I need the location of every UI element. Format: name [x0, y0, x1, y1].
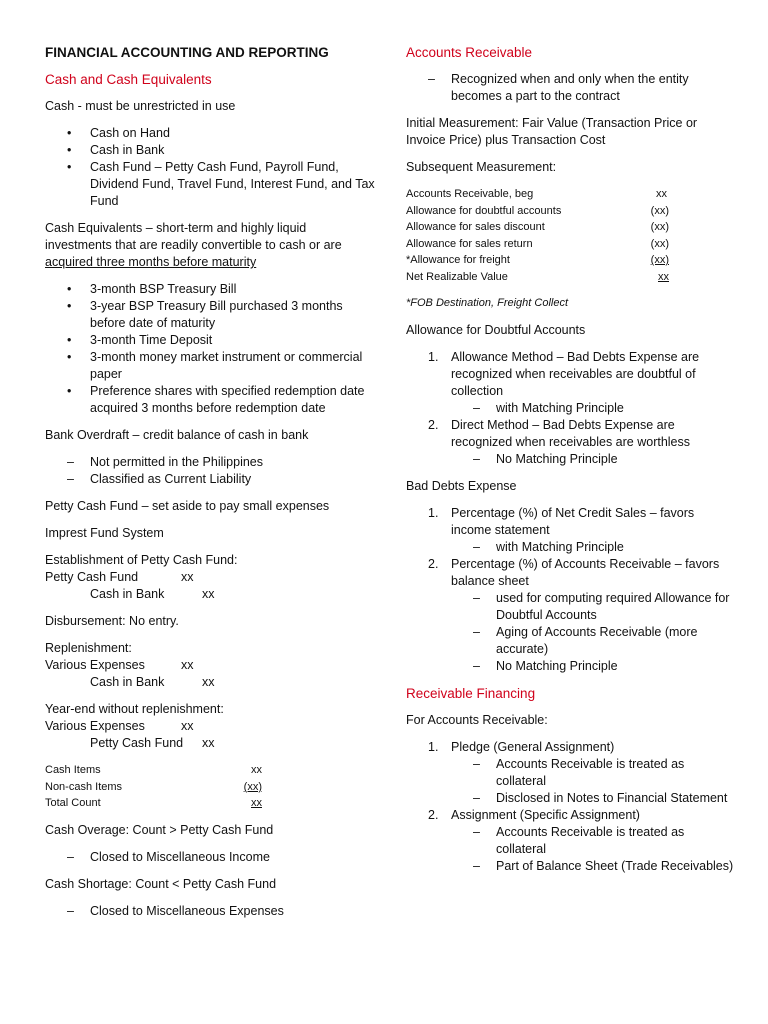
table-row [406, 186, 669, 203]
afda-list [406, 349, 736, 468]
item-text: Percentage (%) of Accounts Receivable – favors balance sheet [451, 557, 720, 588]
entry-debit-amount: xx [181, 570, 194, 584]
row-label: Accounts Receivable, beg [406, 188, 534, 200]
sub-list [451, 451, 736, 468]
entry-credit: Cash in Bank [90, 587, 165, 601]
entry-credit: Petty Cash Fund [90, 736, 184, 750]
sub-list [451, 539, 736, 556]
sub-list [451, 590, 736, 675]
entry-credit-amount: xx [202, 587, 215, 601]
overage-list [45, 849, 375, 866]
table-row [45, 795, 262, 812]
entry-debit: Various Expenses [45, 658, 145, 672]
row-label: Net Realizable Value [406, 270, 508, 283]
list-item: • 3-month money market instrument or commercial paper [45, 349, 375, 383]
item-text: Allowance Method – Bad Debts Expense are recognized when receivables are doubtful of collection [451, 350, 700, 398]
row-label: Allowance for sales return [406, 237, 533, 250]
yearend-entry [45, 701, 375, 752]
sub-item: – Accounts Receivable is treated as collateral [451, 756, 736, 790]
cash-overage: Cash Overage: Count > Petty Cash Fund [45, 822, 274, 837]
document-title: FINANCIAL ACCOUNTING AND REPORTING [45, 45, 329, 60]
disbursement-note: Disbursement: No entry. [45, 614, 179, 628]
fob-note: *FOB Destination, Freight Collect [406, 297, 569, 309]
ar-recognition-list [406, 71, 736, 105]
item-text: Direct Method – Bad Debts Expense are recognized when receivables are worthless [451, 418, 691, 449]
table-row [406, 252, 669, 269]
entry-label: Replenishment: [45, 641, 132, 655]
list-item [406, 349, 736, 417]
right-column [406, 44, 736, 885]
imprest-fund-label: Imprest Fund System [45, 526, 164, 540]
initial-measurement: Initial Measurement: Fair Value (Transaction Price or Invoice Price) plus Transaction Cost [406, 116, 698, 147]
item-number: 2. [428, 418, 439, 432]
sub-item: – Aging of Accounts Receivable (more accurate) [451, 624, 736, 658]
accounts-receivable-heading: Accounts Receivable [406, 45, 533, 60]
sub-list [451, 400, 736, 417]
row-value: xx [656, 188, 667, 200]
rf-intro: For Accounts Receivable: [406, 713, 548, 727]
item-number: 1. [428, 506, 439, 520]
receivable-financing-heading: Receivable Financing [406, 686, 536, 701]
entry-credit-row [45, 586, 375, 603]
cash-list [45, 125, 375, 210]
measurement-table [406, 186, 669, 285]
entry-debit-row [45, 657, 375, 674]
cash-equivalents-list [45, 281, 375, 417]
table-row [406, 203, 669, 220]
table-row [406, 219, 669, 236]
row-value: (xx) [650, 237, 669, 250]
shortage-list [45, 903, 375, 920]
item-text: Pledge (General Assignment) [451, 740, 615, 754]
table-row [406, 269, 669, 286]
row-label: Allowance for doubtful accounts [406, 204, 562, 217]
entry-debit-amount: xx [181, 658, 194, 672]
entry-credit-amount: xx [202, 736, 215, 750]
list-item: • Cash on Hand [45, 125, 375, 142]
cash-equivalents-definition [45, 220, 375, 271]
table-row [45, 779, 262, 796]
list-item [406, 739, 736, 807]
entry-label: Year-end without replenishment: [45, 702, 224, 716]
subsequent-measurement: Subsequent Measurement: [406, 160, 557, 174]
sub-item: – Disclosed in Notes to Financial Statement [451, 790, 736, 807]
bank-overdraft-list [45, 454, 375, 488]
ce-def-text: Cash Equivalents – short-term and highly liquid investments that are readily convertible to cash or are [45, 221, 342, 252]
cash-heading: Cash and Cash Equivalents [45, 72, 212, 87]
afda-heading: Allowance for Doubtful Accounts [406, 323, 586, 337]
list-item: • Preference shares with specified redemption date acquired 3 months before redemption date [45, 383, 375, 417]
establishment-entry [45, 552, 375, 603]
row-value: (xx) [650, 204, 669, 217]
list-item: • Cash Fund – Petty Cash Fund, Payroll Fund, Dividend Fund, Travel Fund, Interest Fund, and Tax Fund [45, 159, 375, 210]
entry-debit-row [45, 718, 375, 735]
item-number: 2. [428, 808, 439, 822]
row-value: xx [251, 797, 262, 809]
ce-def-underlined: acquired three months before maturity [45, 255, 257, 269]
sub-item: – used for computing required Allowance for Doubtful Accounts [451, 590, 736, 624]
entry-credit-row [45, 735, 375, 752]
entry-debit: Various Expenses [45, 719, 145, 733]
item-number: 2. [428, 557, 439, 571]
bad-debts-heading: Bad Debts Expense [406, 479, 517, 493]
sub-item: – with Matching Principle [451, 400, 736, 417]
list-item: • 3-year BSP Treasury Bill purchased 3 months before date of maturity [45, 298, 375, 332]
row-label: Total Count [45, 797, 101, 809]
list-item: • 3-month BSP Treasury Bill [45, 281, 375, 298]
row-value: xx [251, 764, 262, 776]
sub-item: – Accounts Receivable is treated as collateral [451, 824, 736, 858]
row-label: Cash Items [45, 764, 101, 776]
row-value: (xx) [650, 254, 669, 266]
table-row [406, 236, 669, 253]
item-number: 1. [428, 350, 439, 364]
list-item: – Closed to Miscellaneous Expenses [45, 903, 375, 920]
item-number: 1. [428, 740, 439, 754]
entry-debit-row [45, 569, 375, 586]
replenishment-entry [45, 640, 375, 691]
entry-debit-amount: xx [181, 719, 194, 733]
cash-definition: Cash - must be unrestricted in use [45, 99, 236, 113]
table-row [45, 762, 262, 779]
entry-debit: Petty Cash Fund [45, 570, 139, 584]
entry-credit-row [45, 674, 375, 691]
sub-item: – Part of Balance Sheet (Trade Receivables) [451, 858, 736, 875]
entry-label: Establishment of Petty Cash Fund: [45, 553, 238, 567]
sub-item: – with Matching Principle [451, 539, 736, 556]
row-value: (xx) [243, 780, 262, 793]
list-item [406, 417, 736, 468]
row-label: *Allowance for freight [406, 254, 510, 266]
sub-item: – No Matching Principle [451, 658, 736, 675]
rf-list [406, 739, 736, 875]
row-label: Non-cash Items [45, 780, 123, 793]
list-item: – Not permitted in the Philippines [45, 454, 375, 471]
entry-credit: Cash in Bank [90, 675, 165, 689]
list-item [406, 807, 736, 875]
item-text: Assignment (Specific Assignment) [451, 808, 640, 822]
sub-item: – No Matching Principle [451, 451, 736, 468]
bad-debts-list [406, 505, 736, 675]
left-column [45, 44, 375, 930]
list-item: – Closed to Miscellaneous Income [45, 849, 375, 866]
list-item: • 3-month Time Deposit [45, 332, 375, 349]
row-value: (xx) [650, 221, 669, 233]
count-table [45, 762, 262, 812]
petty-cash-definition: Petty Cash Fund – set aside to pay small expenses [45, 499, 330, 513]
entry-credit-amount: xx [202, 675, 215, 689]
list-item: – Recognized when and only when the entity becomes a part to the contract [406, 71, 736, 105]
list-item: – Classified as Current Liability [45, 471, 375, 488]
cash-shortage: Cash Shortage: Count < Petty Cash Fund [45, 876, 277, 891]
list-item: • Cash in Bank [45, 142, 375, 159]
item-text: Percentage (%) of Net Credit Sales – favors income statement [451, 506, 695, 537]
row-value: xx [658, 270, 669, 283]
sub-list [451, 824, 736, 875]
list-item [406, 505, 736, 556]
sub-list [451, 756, 736, 807]
row-label: Allowance for sales discount [406, 221, 545, 233]
bank-overdraft-definition: Bank Overdraft – credit balance of cash in bank [45, 428, 309, 442]
list-item [406, 556, 736, 675]
